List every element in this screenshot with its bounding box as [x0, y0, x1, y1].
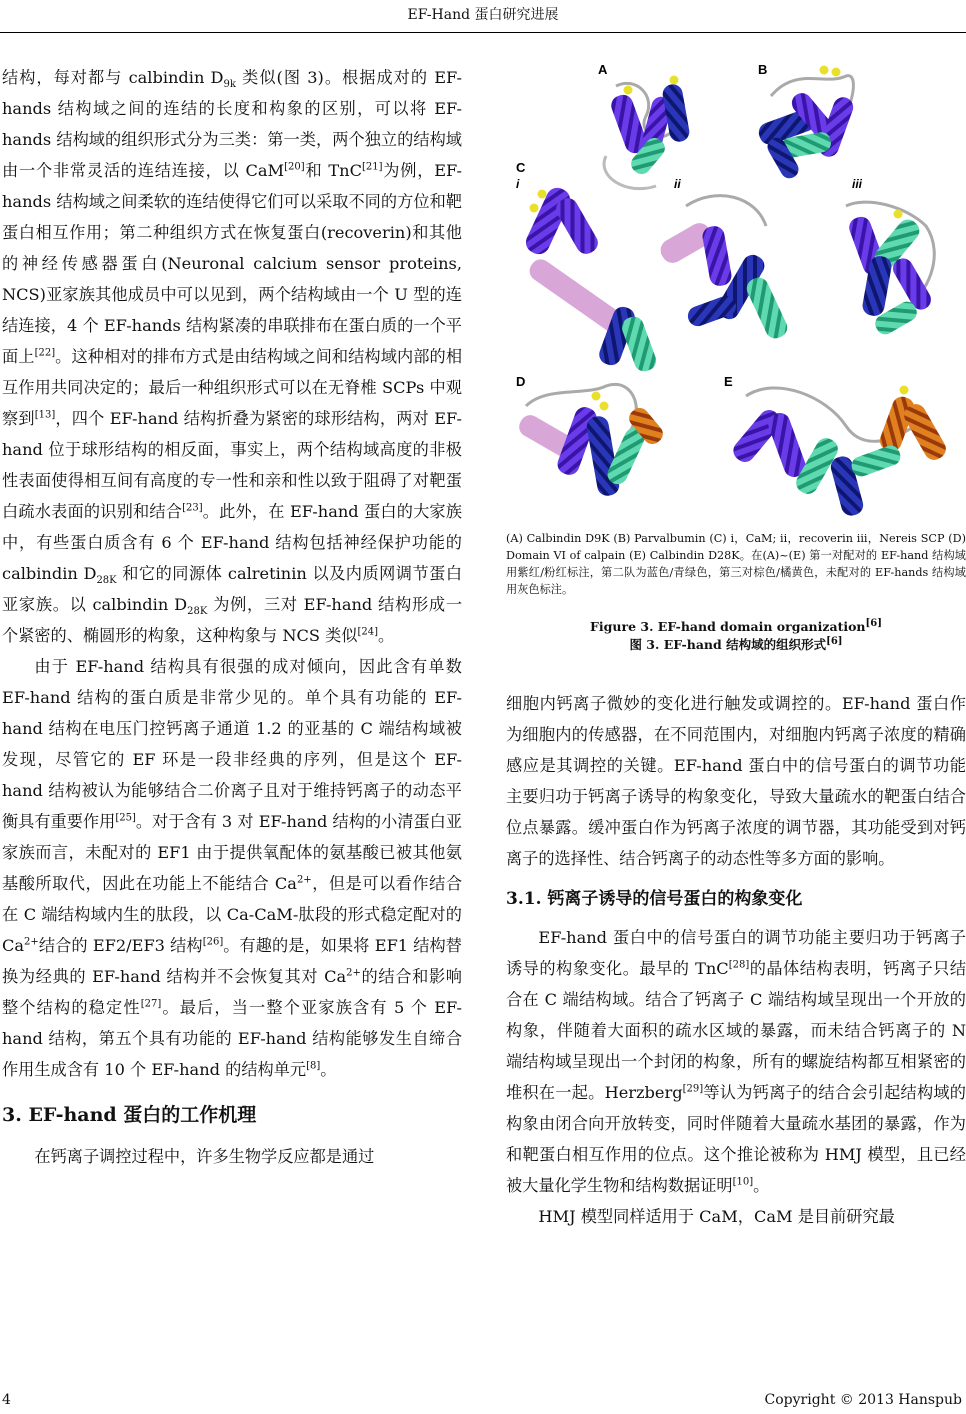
figure-3-title: [506, 618, 966, 654]
label-D: D: [516, 374, 526, 389]
label-E: E: [724, 374, 733, 389]
left-paragraph-3: 在钙离子调控过程中，许多生物学反应都是通过: [34, 1147, 375, 1166]
figure-3-caption: (A) Calbindin D9K (B) Parvalbumin (C) i，CaM; ii，recoverin iii，Nereis SCP (D) Domain VI of calpain (E) Calbindin D28K。在(A)~(E) 第一对配对的 EF-hand 结构域用紫红/粉红标注，第二队为蓝色/青绿色，第三对棕色/橘黄色，未配对的 EF-hands 结构域用灰色标注。: [506, 532, 966, 596]
right-paragraph-3: HMJ 模型同样适用于 CaM，CaM 是目前研究最: [538, 1207, 895, 1226]
header-rule: [0, 32, 966, 33]
structure-A: [598, 62, 691, 189]
figure-3-title-en: Figure 3. EF-hand domain organization[6]: [590, 617, 882, 634]
left-column: [2, 62, 462, 1172]
page-number: 4: [2, 1392, 11, 1408]
right-paragraph-2: EF-hand 蛋白中的信号蛋白的调节功能主要归功于钙离子诱导的构象变化。最早的 TnC[28]的晶体结构表明，钙离子只结合在 C 端结构域。结合了钙离子 C 端结构域呈现出一个开放的构象，伴随着大面积的疏水区域的暴露，而未结合钙离子的 N 端结构域呈现出一个封闭的构象，所有的螺旋结构都互相紧密的堆积在一起。Herzberg[29]等认为钙离子的结合会引起结构域的构象由闭合向开放转变，同时伴随着大量疏水基团的暴露，作为和靶蛋白相互作用的位点。这个推论被称为 HMJ 模型，且已经被大量化学生物和结构数据证明[10]。: [506, 928, 966, 1195]
figure-3-title-zh: 图 3. EF-hand 结构域的组织形式[6]: [629, 635, 843, 652]
figure-3: [506, 56, 966, 526]
right-column: [506, 688, 966, 1232]
copyright: Copyright © 2013 Hanspub: [764, 1392, 962, 1408]
label-C: C: [516, 160, 526, 175]
structure-E: [724, 374, 950, 518]
structure-C: [516, 160, 935, 374]
structure-D: [516, 374, 667, 497]
protein-structures-figure: [506, 56, 966, 526]
label-C-ii: ii: [674, 177, 681, 191]
right-paragraph-1: 细胞内钙离子微妙的变化进行触发或调控的。EF-hand 蛋白作为细胞内的传感器，在不同范围内，对细胞内钙离子浓度的精确感应是其调控的关键。EF-hand 蛋白中的信号蛋白的调节功能主要归功于钙离子诱导的构象变化，导致大量疏水的靶蛋白结合位点暴露。缓冲蛋白作为钙离子浓度的调节器，其功能受到对钙离子的选择性、结合钙离子的动态性等多方面的影响。: [506, 694, 966, 868]
left-paragraph-2: 由于 EF-hand 结构具有很强的成对倾向，因此含有单数 EF-hand 结构的蛋白质是非常少见的。单个具有功能的 EF-hand 结构在电压门控钙离子通道 1.2 的亚基的 C 端结构域被发现，尽管它的 EF 环是一段非经典的序列，但是这个 EF-hand 结构被认为能够结合二价离子且对于维持钙离子的动态平衡具有重要作用[25]。对于含有 3 对 EF-hand 结构的小清蛋白亚家族而言，未配对的 EF1 由于提供氧配体的氨基酸已被其他氨基酸所取代，因此在功能上不能结合 $Ca^{2+}$，但是可以看作结合在 C 端结构域内生的肽段，以 Ca-CaM-肽段的形式稳定配对的 $Ca^{2+}$结合的 EF2/EF3 结构[26]。有趣的是，如果将 EF1 结构替换为经典的 EF-hand 结构并不会恢复其对 $Ca^{2+}$的结合和影响整个结构的稳定性[27]。最后，当一整个亚家族含有 5 个 EF-hand 结构，第五个具有功能的 EF-hand 结构能够发生自缔合作用生成含有 10 个 EF-hand 的结构单元[8]。: [2, 657, 463, 1079]
label-B: B: [758, 62, 768, 77]
label-C-iii: iii: [852, 177, 863, 191]
structure-B: [756, 62, 856, 182]
label-A: A: [598, 62, 608, 77]
label-C-i: i: [516, 177, 520, 191]
left-paragraph-1: 结构，每对都与 calbindin $D_{9k}$ 类似(图 3)。根据成对的 EF-hands 结构域之间的连结的长度和构象的区别，可以将 EF-hands 结构域的组织形式分为三类：第一类，两个独立的结构域由一个非常灵活的连结连接，以 CaM[20]和 TnC[21]为例，EF-hands 结构域之间柔软的连结使得它们可以采取不同的方位和靶蛋白相互作用；第二种组织方式在恢复蛋白(recoverin)和其他的神经传感器蛋白(Neuronal calcium sensor proteins, NCS)亚家族其他成员中可以见到，两个结构域由一个 U 型的连结连接，4 个 EF-hands 结构紧凑的串联排布在蛋白质的一个平面上[22]。这种相对的排布方式是由结构域之间和结构域内部的相互作用共同决定的；最后一种组织形式可以在无脊椎 SCPs 中观察到[13]，四个 EF-hand 结构折叠为紧密的球形结构，两对 EF-hand 位于球形结构的相反面，事实上，两个结构域高度的非极性表面使得相互间有高度的专一性和亲和性以致于阻碍了对靶蛋白疏水表面的识别和结合[23]。此外，在 EF-hand 蛋白的大家族中，有些蛋白质含有 6 个 EF-hand 结构包括神经保护功能的 calbindin $D_{28K}$ 和它的同源体 calretinin 以及内质网调节蛋白亚家族。以 calbindin $D_{28K}$ 为例，三对 EF-hand 结构形成一个紧密的、椭圆形的构象，这种构象与 NCS 类似[24]。: [2, 68, 463, 645]
section-heading-3-1: 3.1. 钙离子诱导的信号蛋白的构象变化: [506, 889, 803, 909]
running-header: EF-Hand 蛋白研究进展: [407, 7, 559, 23]
section-heading-3: 3. EF-hand 蛋白的工作机理: [2, 1104, 257, 1126]
